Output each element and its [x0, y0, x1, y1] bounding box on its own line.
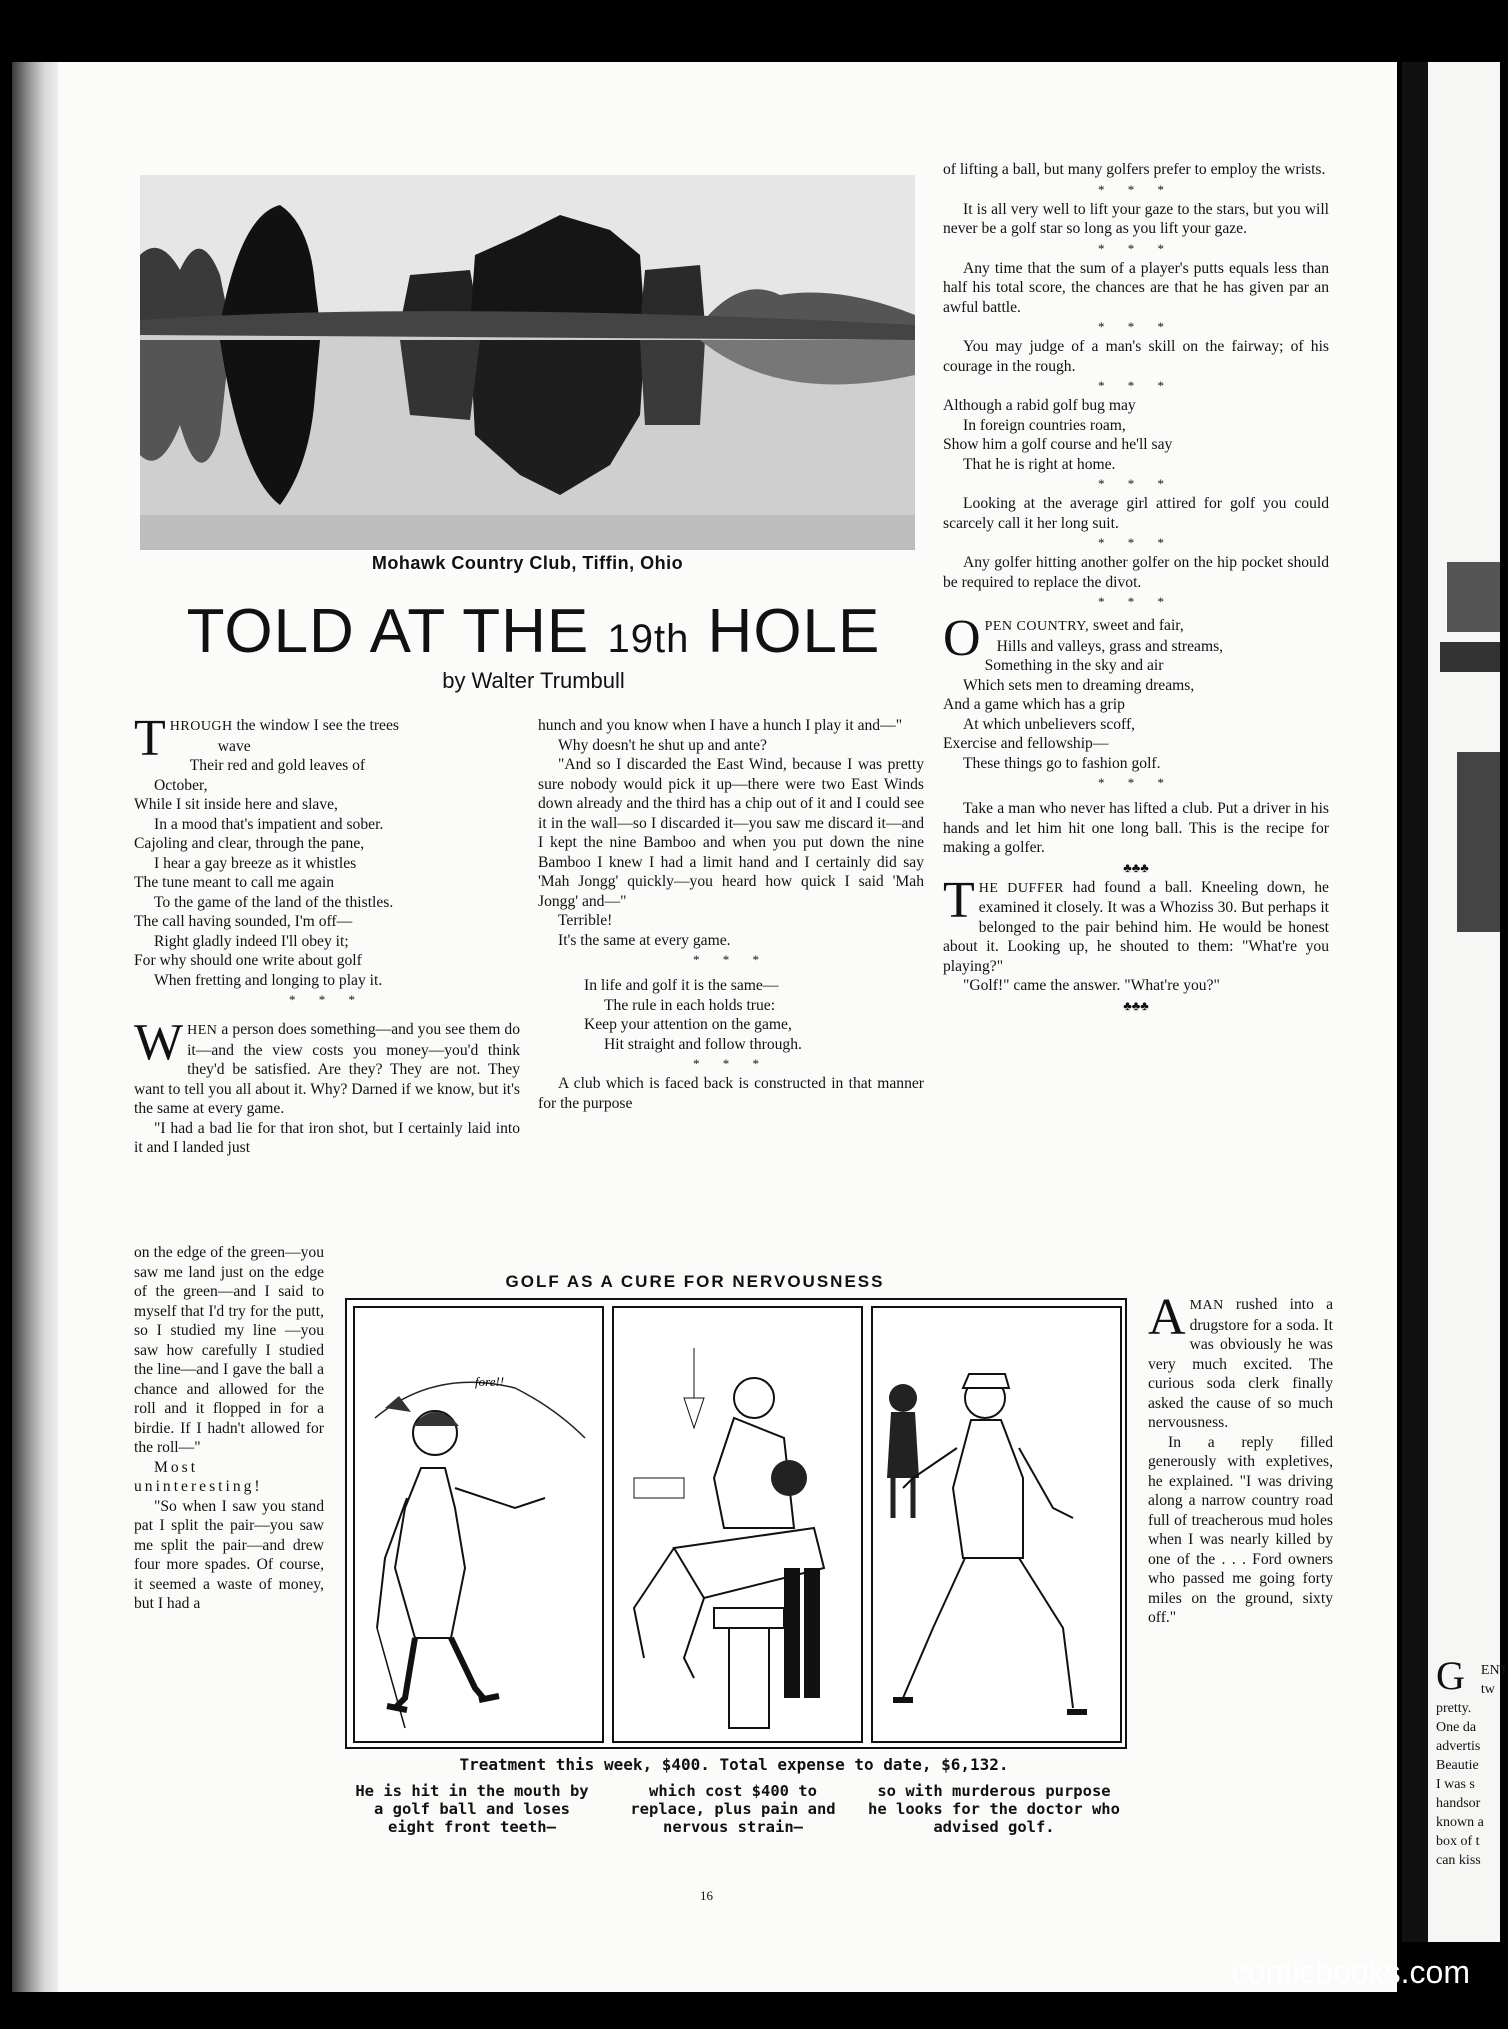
paragraph: THE DUFFER had found a ball. Kneeling down, he examined it closely. It was a Whoziss 30. But perhaps it belonged to the pair behind him. He would be honest about it. Looking up, he shouted to them: "What're you playing?" [943, 871, 1329, 975]
panel-caption-3: so with murderous purpose he looks for the doctor who advised golf. [868, 1782, 1120, 1836]
section-stars: * * * [1098, 594, 1174, 609]
paragraph: of lifting a ball, but many golfers prefer to employ the wrists. [943, 161, 1326, 178]
poem: Although a rabid golf bug may In foreign countries roam, Show him a golf course and he'll say That he is right at home. [943, 397, 1173, 473]
section-stars: * * * [693, 1056, 769, 1071]
byline: by Walter Trumbull [442, 668, 625, 693]
clubhouse-photo [140, 175, 915, 550]
paragraph: "So when I saw you stand pat I split the pair—you saw me split the pair—and drew four more spades. Of course, it seemed a waste of money, but I had a [134, 1497, 324, 1612]
photo-caption: Mohawk Country Club, Tiffin, Ohio [371, 553, 684, 573]
paragraph: Take a man who never has lifted a club. Put a driver in his hands and let him hit one long ball. This is the recipe for making a golfer. [943, 800, 1329, 856]
section-stars: * * * [1098, 378, 1174, 393]
fore-shout: fore!! [475, 1374, 505, 1389]
paragraph: A club which is faced back is constructed in that manner for the purpose [538, 1075, 924, 1112]
paragraph: "Golf!" came the answer. "What're you?" [963, 977, 1220, 994]
paragraph: AMAN rushed into a drugstore for a soda. It was obviously he was very much excited. The curious soda clerk finally asked the cause of so much nervousness. [1148, 1289, 1333, 1431]
section-stars: * * * [1098, 775, 1174, 790]
column-1-narrow [134, 1243, 324, 1614]
poem: OPEN COUNTRY, sweet and fair, Hills and valleys, grass and streams, Something in the sky and air Which sets men to dreaming dreams, And a game which has a grip At which unbelievers scoff, Exercise and fellowship— These things go to fashion golf. [943, 610, 1224, 772]
watermark: comicbooks.com [1231, 1954, 1470, 1990]
facing-page-text: G ENT tw pretty. One da advertis Beautie I was s handsor known a box of t can kiss [1436, 1653, 1508, 1868]
paragraph: Terrible! [558, 912, 613, 929]
club-ornament: ♣♣♣ [1123, 997, 1149, 1013]
article-title: TOLD AT THE 19th HOLE [186, 597, 881, 666]
cartoon-panel-dentist [612, 1306, 863, 1743]
panel-caption-2: which cost $400 to replace, plus pain and nervous strain— [630, 1782, 836, 1836]
column-4 [1148, 1289, 1333, 1628]
facing-page [1402, 62, 1508, 1942]
paragraph: hunch and you know when I have a hunch I play it and—" [538, 717, 903, 734]
paragraph: Most uninteresting! [134, 1458, 263, 1495]
paragraph: "And so I discarded the East Wind, because I was pretty sure nobody would pick it up—there were two East Winds down already and the third has a chip out of it and I could see it in the wall—so I discarded it—you saw me discard it—and I kept the nine Bamboo and when you put down the nine Bamboo I knew I had a limit hand and I certainly did say 'Mah Jongg' quickly—you heard how quick I said 'Mah Jongg' and—" [538, 756, 924, 910]
page-number: 16 [700, 1888, 713, 1903]
section-stars: * * * [693, 952, 769, 967]
opening-poem: THROUGH the window I see the trees wave Their red and gold leaves of October, While I sit inside here and slave, In a mood that's impatient and sober. Cajoling and clear, through the pane, I hear a gay breeze as it whistles The tune meant to call me again To the game of the land of the thistles. The call having sounded, I'm off— Right gladly indeed I'll obey it; For why should one write about golf When fretting and longing to play it. [134, 710, 399, 989]
treatment-caption: Treatment this week, $400. Total expense to date, $6,132. [459, 1755, 1009, 1774]
cartoon-title: GOLF AS A CURE FOR NERVOUSNESS [505, 1272, 885, 1291]
paragraph: Looking at the average girl attired for golf you could scarcely call it her long suit. [943, 495, 1329, 532]
section-stars: * * * [1098, 181, 1174, 197]
panel-caption-1: He is hit in the mouth by a golf ball and loses eight front teeth— [355, 1782, 589, 1836]
column-1 [134, 710, 520, 1158]
paragraph: It's the same at every game. [558, 931, 731, 949]
section-stars: * * * [1098, 476, 1174, 491]
paragraph: Any time that the sum of a player's putts equals less than half his total score, the chances are that he has given par an awful battle. [943, 259, 1329, 316]
paragraph: You may judge of a man's skill on the fairway; of his courage in the rough. [943, 338, 1329, 375]
paragraph: "I had a bad lie for that iron shot, but I certainly laid into it and I landed just [134, 1119, 520, 1156]
paragraph: In a reply filled generously with expletives, he explained. "I was driving along a narrow country road full of treacherous mud holes when I was nearly killed by one of the . . . Ford owners who passed me going forty miles on the ground, sixty off." [1148, 1433, 1333, 1626]
paragraph: Why doesn't he shut up and ante? [558, 736, 767, 754]
paragraph: Any golfer hitting another golfer on the hip pocket should be required to replace the divot. [943, 554, 1329, 591]
section-stars: * * * [1098, 240, 1174, 256]
paragraph: WHEN a person does something—and you see them do it—and the view costs you money—you'd think they'd be satisfied. Are they? They are not. They want to tell you all about it. Why? Darned if we know, but it's the same at every game. [134, 1014, 520, 1117]
column-2 [538, 716, 924, 1113]
section-stars: * * * [289, 992, 365, 1007]
poem: In life and golf it is the same— The rule in each holds true: Keep your attention on the game, Hit straight and follow through. [584, 977, 802, 1053]
paragraph: on the edge of the green—you saw me land just on the edge of the green—and I said to myself that I'd try for the putt, so I studied my line —you saw how carefully I studied the line—and I gave the ball a chance and allowed for the roll and it flopped in for a birdie. If I hadn't allowed for the roll—" [134, 1244, 324, 1456]
section-stars: * * * [1098, 535, 1174, 550]
cartoon-strip [345, 1298, 1127, 1749]
paragraph: It is all very well to lift your gaze to the stars, but you will never be a golf star so long as you lift your gaze. [943, 200, 1329, 237]
club-ornament: ♣♣♣ [1123, 859, 1149, 875]
book-spine [12, 62, 58, 1992]
cartoon-panel-revenge [871, 1306, 1122, 1743]
section-stars: * * * [1098, 319, 1174, 334]
cartoon-panel-golfer [353, 1306, 604, 1743]
column-3 [943, 160, 1329, 1016]
